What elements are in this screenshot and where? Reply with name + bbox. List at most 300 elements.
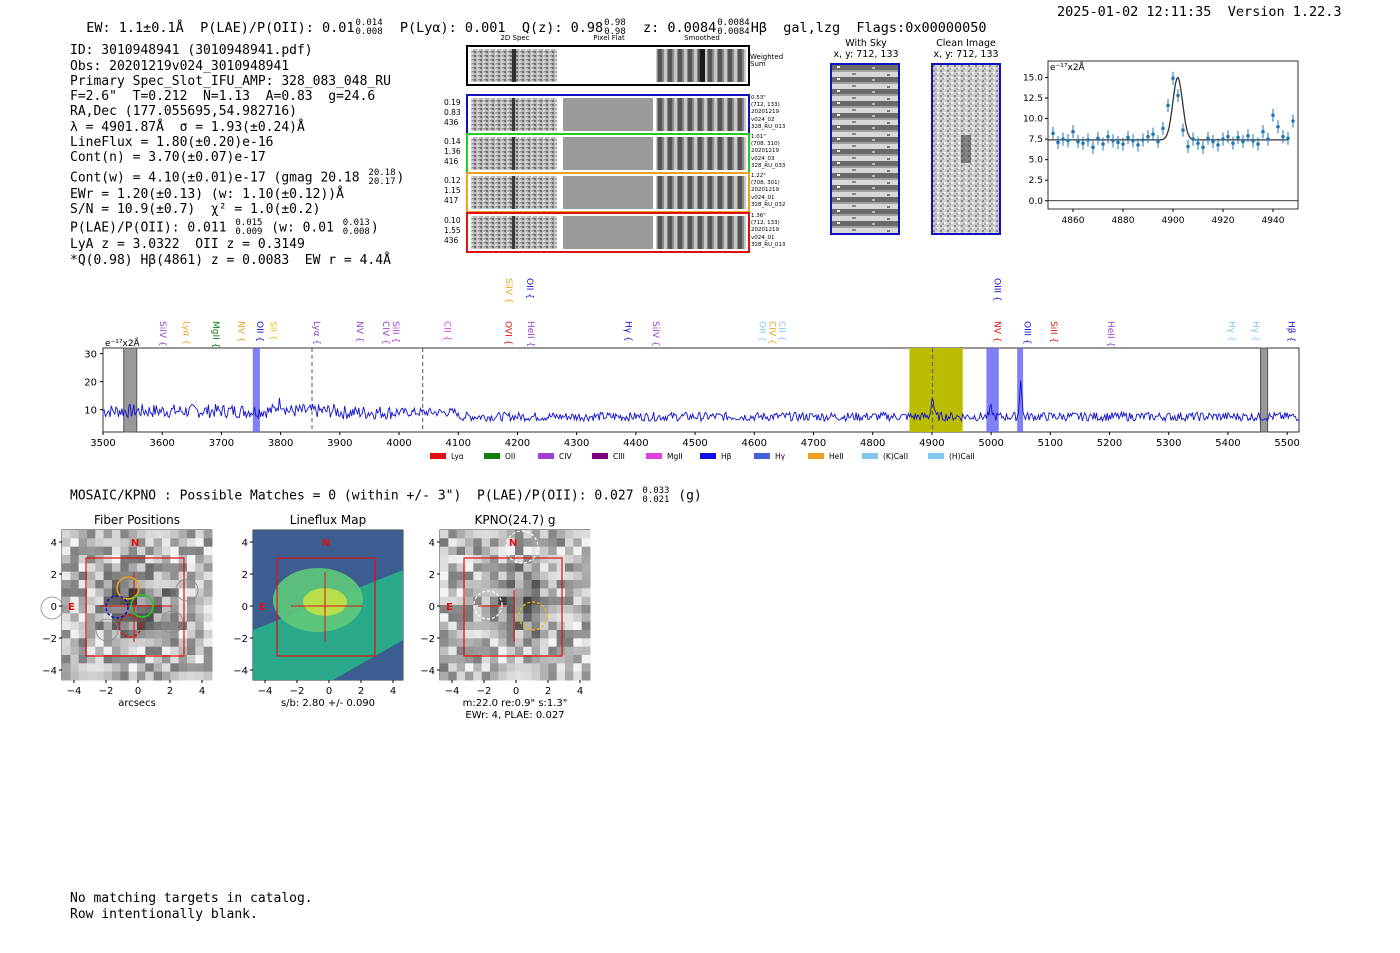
mosaic-panels bbox=[40, 510, 620, 725]
image-pixel bbox=[473, 630, 482, 639]
image-pixel bbox=[565, 605, 574, 614]
image-pixel bbox=[170, 530, 179, 539]
separator bbox=[558, 96, 562, 133]
image-pixel bbox=[179, 547, 188, 556]
image-pixel bbox=[523, 580, 532, 589]
y-tick-label: 10 bbox=[84, 405, 97, 417]
image-pixel bbox=[473, 638, 482, 647]
image-pixel bbox=[440, 655, 449, 664]
line-label: MgII { bbox=[210, 321, 221, 349]
title-smoothed: Smoothed bbox=[684, 34, 720, 42]
image-pixel bbox=[145, 622, 154, 631]
data-point bbox=[1081, 141, 1085, 145]
info-obs: Obs: 20201219v024_3010948941 bbox=[70, 58, 290, 74]
image-pixel bbox=[87, 555, 96, 564]
image-pixel bbox=[440, 622, 449, 631]
cutout-row bbox=[466, 212, 750, 253]
image-pixel bbox=[145, 572, 154, 581]
image-pixel bbox=[129, 638, 138, 647]
legend-swatch bbox=[808, 453, 824, 459]
image-pixel bbox=[170, 547, 179, 556]
image-pixel bbox=[540, 647, 549, 656]
image-pixel bbox=[145, 580, 154, 589]
clean-image bbox=[931, 63, 1001, 235]
image-pixel bbox=[448, 655, 457, 664]
spec-line bbox=[512, 216, 515, 249]
image-pixel bbox=[154, 563, 163, 572]
masked-region bbox=[124, 348, 137, 432]
image-pixel bbox=[195, 555, 204, 564]
x-tick-label: 5400 bbox=[1215, 438, 1241, 449]
image-pixel bbox=[523, 588, 532, 597]
image-pixel bbox=[187, 672, 196, 681]
line-label: Lyα { bbox=[310, 321, 321, 346]
image-pixel bbox=[482, 572, 491, 581]
legend-swatch bbox=[700, 453, 716, 459]
image-pixel bbox=[79, 530, 88, 539]
image-pixel bbox=[498, 547, 507, 556]
image-pixel bbox=[473, 580, 482, 589]
y-tick-label: −4 bbox=[420, 666, 435, 677]
image-pixel bbox=[104, 563, 113, 572]
panel-xlabel: s/b: 2.80 +/- 0.090 bbox=[280, 698, 376, 709]
image-pixel bbox=[457, 663, 466, 672]
image-pixel bbox=[120, 663, 129, 672]
image-pixel bbox=[440, 572, 449, 581]
data-point bbox=[1206, 136, 1210, 140]
image-pixel bbox=[112, 538, 121, 547]
image-pixel bbox=[170, 663, 179, 672]
qz-lower: 0.98 bbox=[604, 27, 626, 37]
image-pixel bbox=[440, 588, 449, 597]
data-point bbox=[1236, 136, 1240, 140]
image-pixel bbox=[523, 547, 532, 556]
legend-label: CIV bbox=[559, 452, 572, 461]
image-pixel bbox=[70, 647, 79, 656]
image-pixel bbox=[70, 588, 79, 597]
image-pixel bbox=[465, 588, 474, 597]
image-pixel bbox=[62, 572, 71, 581]
image-pixel bbox=[540, 605, 549, 614]
y-tick-label: 2 bbox=[428, 570, 435, 581]
y-tick-label: 30 bbox=[84, 349, 97, 361]
image-pixel bbox=[532, 597, 541, 606]
data-point bbox=[1266, 137, 1270, 141]
data-point bbox=[1151, 132, 1155, 136]
image-pixel bbox=[154, 647, 163, 656]
data-point bbox=[1176, 94, 1180, 98]
image-pixel bbox=[87, 547, 96, 556]
image-pixel bbox=[145, 630, 154, 639]
image-pixel bbox=[62, 630, 71, 639]
image-pixel bbox=[465, 630, 474, 639]
spec-line bbox=[512, 176, 515, 209]
legend-swatch bbox=[484, 453, 500, 459]
x-tick-label: 4700 bbox=[800, 438, 827, 449]
image-pixel bbox=[120, 638, 129, 647]
image-pixel bbox=[179, 555, 188, 564]
y-tick-label: 4 bbox=[241, 538, 248, 549]
x-tick-label: 3900 bbox=[327, 438, 353, 449]
image-pixel bbox=[137, 672, 146, 681]
image-pixel bbox=[87, 530, 96, 539]
image-pixel bbox=[498, 647, 507, 656]
info-plae: P(LAE)/P(OII): 0.011 bbox=[70, 220, 227, 236]
x-tick-label: 4 bbox=[576, 686, 584, 697]
image-pixel bbox=[523, 605, 532, 614]
image-pixel bbox=[448, 572, 457, 581]
image-pixel bbox=[154, 572, 163, 581]
image-pixel bbox=[120, 580, 129, 589]
image-pixel bbox=[187, 538, 196, 547]
image-pixel bbox=[440, 638, 449, 647]
image-pixel bbox=[573, 572, 582, 581]
image-pixel bbox=[540, 563, 549, 572]
image-pixel bbox=[515, 647, 524, 656]
full-spectrum-plot bbox=[60, 275, 1320, 470]
pixel-flat bbox=[563, 98, 653, 131]
image-pixel bbox=[187, 605, 196, 614]
image-pixel bbox=[498, 630, 507, 639]
image-pixel bbox=[440, 555, 449, 564]
image-pixel bbox=[540, 580, 549, 589]
image-pixel bbox=[170, 555, 179, 564]
image-pixel bbox=[154, 588, 163, 597]
x-tick-label: 4200 bbox=[504, 438, 531, 449]
image-pixel bbox=[195, 530, 204, 539]
image-pixel bbox=[473, 538, 482, 547]
unit-label: e⁻¹⁷x2Å bbox=[1050, 63, 1085, 73]
image-pixel bbox=[582, 555, 591, 564]
x-tick-label: 4 bbox=[198, 686, 206, 697]
image-pixel bbox=[523, 672, 532, 681]
image-pixel bbox=[62, 538, 71, 547]
image-pixel bbox=[557, 597, 566, 606]
y-tick-label: 10.0 bbox=[1022, 114, 1043, 125]
panel-title: Lineflux Map bbox=[289, 513, 367, 527]
image-pixel bbox=[170, 538, 179, 547]
data-point bbox=[1166, 104, 1170, 108]
image-pixel bbox=[195, 597, 204, 606]
image-pixel bbox=[62, 547, 71, 556]
image-pixel bbox=[482, 663, 491, 672]
image-pixel bbox=[498, 572, 507, 581]
line-label: OII { bbox=[523, 278, 534, 299]
image-pixel bbox=[104, 580, 113, 589]
image-pixel bbox=[440, 663, 449, 672]
image-pixel bbox=[490, 672, 499, 681]
image-pixel bbox=[87, 605, 96, 614]
image-pixel bbox=[70, 538, 79, 547]
qz-value: Q(z): 0.98 bbox=[521, 20, 604, 36]
plae-lower: 0.008 bbox=[355, 27, 383, 37]
image-pixel bbox=[154, 597, 163, 606]
image-pixel bbox=[565, 638, 574, 647]
image-pixel bbox=[204, 630, 213, 639]
image-pixel bbox=[490, 622, 499, 631]
image-pixel bbox=[204, 597, 213, 606]
y-tick-label: 5.0 bbox=[1028, 155, 1043, 166]
image-pixel bbox=[573, 530, 582, 539]
image-pixel bbox=[548, 580, 557, 589]
north-label: N bbox=[508, 538, 518, 549]
line-label: OVI { bbox=[502, 321, 513, 346]
image-pixel bbox=[129, 622, 138, 631]
image-pixel bbox=[170, 563, 179, 572]
mosaic-summary bbox=[70, 487, 702, 505]
y-tick-label: 0 bbox=[241, 602, 248, 613]
image-pixel bbox=[448, 547, 457, 556]
image-pixel bbox=[482, 647, 491, 656]
image-pixel bbox=[573, 605, 582, 614]
image-pixel bbox=[70, 638, 79, 647]
image-pixel bbox=[187, 630, 196, 639]
line-band bbox=[253, 348, 260, 432]
image-pixel bbox=[70, 622, 79, 631]
image-pixel bbox=[532, 580, 541, 589]
image-pixel bbox=[565, 580, 574, 589]
x-tick-label: 3600 bbox=[149, 438, 175, 449]
y-tick-label: 2 bbox=[241, 570, 248, 581]
plae2-w: (w: 0.01 bbox=[271, 220, 334, 236]
legend-swatch bbox=[928, 453, 944, 459]
image-pixel bbox=[582, 597, 591, 606]
image-pixel bbox=[582, 547, 591, 556]
image-pixel bbox=[498, 530, 507, 539]
line-label: Hγ { bbox=[1226, 321, 1237, 342]
info-contw: Cont(w) = 4.10(±0.01)e-17 (gmag 20.18 bbox=[70, 170, 360, 186]
image-pixel bbox=[62, 588, 71, 597]
legend-swatch bbox=[646, 453, 662, 459]
image-pixel bbox=[195, 663, 204, 672]
image-pixel bbox=[548, 613, 557, 622]
image-pixel bbox=[62, 638, 71, 647]
image-pixel bbox=[465, 530, 474, 539]
clean-image-header bbox=[925, 38, 1007, 60]
image-pixel bbox=[87, 572, 96, 581]
data-point bbox=[1286, 136, 1290, 140]
image-pixel bbox=[582, 530, 591, 539]
data-point bbox=[1291, 119, 1295, 123]
x-tick-label: 2 bbox=[544, 686, 552, 697]
data-point bbox=[1096, 136, 1100, 140]
data-point bbox=[1066, 139, 1070, 143]
image-pixel bbox=[62, 622, 71, 631]
image-pixel bbox=[457, 530, 466, 539]
image-pixel bbox=[565, 622, 574, 631]
data-point bbox=[1271, 113, 1275, 117]
image-pixel bbox=[573, 563, 582, 572]
image-pixel bbox=[465, 672, 474, 681]
title-pixel-flat: Pixel Flat bbox=[593, 34, 625, 42]
image-pixel bbox=[195, 672, 204, 681]
image-pixel bbox=[573, 555, 582, 564]
image-pixel bbox=[162, 580, 171, 589]
image-pixel bbox=[112, 672, 121, 681]
image-pixel bbox=[112, 547, 121, 556]
image-pixel bbox=[565, 588, 574, 597]
image-pixel bbox=[145, 672, 154, 681]
image-pixel bbox=[540, 597, 549, 606]
image-pixel bbox=[129, 647, 138, 656]
image-pixel bbox=[582, 638, 591, 647]
line-label: OII { bbox=[756, 321, 767, 342]
image-pixel bbox=[540, 530, 549, 539]
line-label: NV { bbox=[235, 321, 246, 343]
image-pixel bbox=[498, 622, 507, 631]
image-pixel bbox=[565, 547, 574, 556]
legend-label: (K)CaII bbox=[883, 452, 909, 461]
line-label: OIII { bbox=[991, 278, 1002, 302]
image-pixel bbox=[532, 672, 541, 681]
x-tick-label: 5500 bbox=[1274, 438, 1300, 449]
pixel-flat bbox=[563, 176, 653, 209]
image-pixel bbox=[179, 638, 188, 647]
with-sky-header bbox=[830, 38, 902, 60]
image-pixel bbox=[154, 547, 163, 556]
image-pixel bbox=[70, 613, 79, 622]
image-pixel bbox=[490, 630, 499, 639]
unit-label: e⁻¹⁷x2Å bbox=[105, 339, 140, 349]
image-pixel bbox=[104, 547, 113, 556]
image-pixel bbox=[162, 563, 171, 572]
image-pixel bbox=[582, 605, 591, 614]
line-label: SiII { bbox=[1047, 321, 1058, 344]
data-point bbox=[1211, 140, 1215, 144]
image-pixel bbox=[532, 530, 541, 539]
image-pixel bbox=[440, 538, 449, 547]
image-pixel bbox=[448, 638, 457, 647]
image-pixel bbox=[557, 563, 566, 572]
panel-xlabel: m:22.0 re:0.9" s:1.3" bbox=[462, 698, 568, 709]
image-pixel bbox=[204, 547, 213, 556]
image-pixel bbox=[120, 630, 129, 639]
image-pixel bbox=[95, 588, 104, 597]
image-pixel bbox=[187, 613, 196, 622]
image-pixel bbox=[62, 655, 71, 664]
info-lineflux: LineFlux = 1.80(±0.20)e-16 bbox=[70, 135, 274, 151]
image-pixel bbox=[440, 613, 449, 622]
image-pixel bbox=[557, 672, 566, 681]
smoothed bbox=[656, 98, 746, 131]
image-pixel bbox=[112, 555, 121, 564]
image-pixel bbox=[448, 530, 457, 539]
image-pixel bbox=[448, 622, 457, 631]
image-pixel bbox=[62, 555, 71, 564]
image-pixel bbox=[187, 563, 196, 572]
cutout-row-image bbox=[468, 214, 748, 251]
image-pixel bbox=[87, 613, 96, 622]
qz-upper: 0.98 bbox=[604, 18, 626, 28]
image-pixel bbox=[179, 530, 188, 539]
mosaic-label: MOSAIC/KPNO : Possible Matches = 0 (within +/- 3") P(LAE)/P(OII): 0.027 bbox=[70, 488, 634, 504]
line-label: SiIV { bbox=[156, 321, 167, 347]
image-pixel bbox=[473, 555, 482, 564]
image-pixel bbox=[465, 547, 474, 556]
image-pixel bbox=[523, 647, 532, 656]
image-pixel bbox=[70, 555, 79, 564]
image-pixel bbox=[120, 672, 129, 681]
image-pixel bbox=[482, 622, 491, 631]
image-pixel bbox=[490, 555, 499, 564]
image-pixel bbox=[120, 547, 129, 556]
cutout-row bbox=[466, 133, 750, 174]
image-pixel bbox=[490, 638, 499, 647]
image-pixel bbox=[179, 538, 188, 547]
image-pixel bbox=[540, 672, 549, 681]
image-pixel bbox=[465, 555, 474, 564]
image-pixel bbox=[448, 672, 457, 681]
image-pixel bbox=[548, 588, 557, 597]
image-pixel bbox=[204, 622, 213, 631]
cutout-row-stats: 0.12 1.15 417 bbox=[444, 176, 461, 205]
image-pixel bbox=[515, 663, 524, 672]
line-label: CIV { bbox=[766, 321, 777, 345]
image-pixel bbox=[582, 655, 591, 664]
plae2-lower: 0.009 bbox=[235, 227, 263, 238]
image-pixel bbox=[129, 672, 138, 681]
image-pixel bbox=[104, 555, 113, 564]
plya-value: P(Lyα): 0.001 bbox=[399, 20, 506, 36]
image-pixel bbox=[448, 630, 457, 639]
x-tick-label: 5300 bbox=[1156, 438, 1182, 449]
data-point bbox=[1111, 139, 1115, 143]
panel-title: Fiber Positions bbox=[93, 513, 181, 527]
x-tick-label: 0 bbox=[512, 686, 520, 697]
data-point bbox=[1106, 135, 1110, 139]
image-pixel bbox=[112, 647, 121, 656]
image-pixel bbox=[448, 613, 457, 622]
image-pixel bbox=[195, 630, 204, 639]
smoothed bbox=[656, 216, 746, 249]
image-pixel bbox=[170, 622, 179, 631]
y-tick-label: 7.5 bbox=[1028, 135, 1043, 146]
image-pixel bbox=[498, 580, 507, 589]
data-point bbox=[1251, 139, 1255, 143]
cutout-row-stats: 0.19 0.83 436 bbox=[444, 98, 461, 127]
image-pixel bbox=[565, 613, 574, 622]
legend-label: Hβ bbox=[721, 452, 732, 461]
image-pixel bbox=[154, 555, 163, 564]
image-pixel bbox=[195, 572, 204, 581]
image-pixel bbox=[565, 630, 574, 639]
image-pixel bbox=[482, 538, 491, 547]
image-pixel bbox=[482, 555, 491, 564]
y-tick-label: −2 bbox=[233, 634, 248, 645]
image-pixel bbox=[87, 663, 96, 672]
image-pixel bbox=[87, 622, 96, 631]
image-pixel bbox=[104, 647, 113, 656]
image-pixel bbox=[95, 663, 104, 672]
with-sky-title: With Sky bbox=[845, 38, 887, 49]
line-label: OIII { bbox=[1021, 321, 1032, 345]
image-pixel bbox=[120, 622, 129, 631]
x-tick-label: 4900 bbox=[919, 438, 945, 449]
image-pixel bbox=[145, 647, 154, 656]
image-pixel bbox=[204, 530, 213, 539]
data-point bbox=[1161, 127, 1165, 131]
image-pixel bbox=[573, 588, 582, 597]
timestamp-version bbox=[1057, 4, 1342, 20]
image-pixel bbox=[187, 547, 196, 556]
image-pixel bbox=[473, 647, 482, 656]
image-pixel bbox=[548, 547, 557, 556]
y-tick-label: 15.0 bbox=[1022, 73, 1043, 84]
image-pixel bbox=[162, 638, 171, 647]
image-pixel bbox=[137, 572, 146, 581]
image-pixel bbox=[154, 638, 163, 647]
image-pixel bbox=[204, 580, 213, 589]
